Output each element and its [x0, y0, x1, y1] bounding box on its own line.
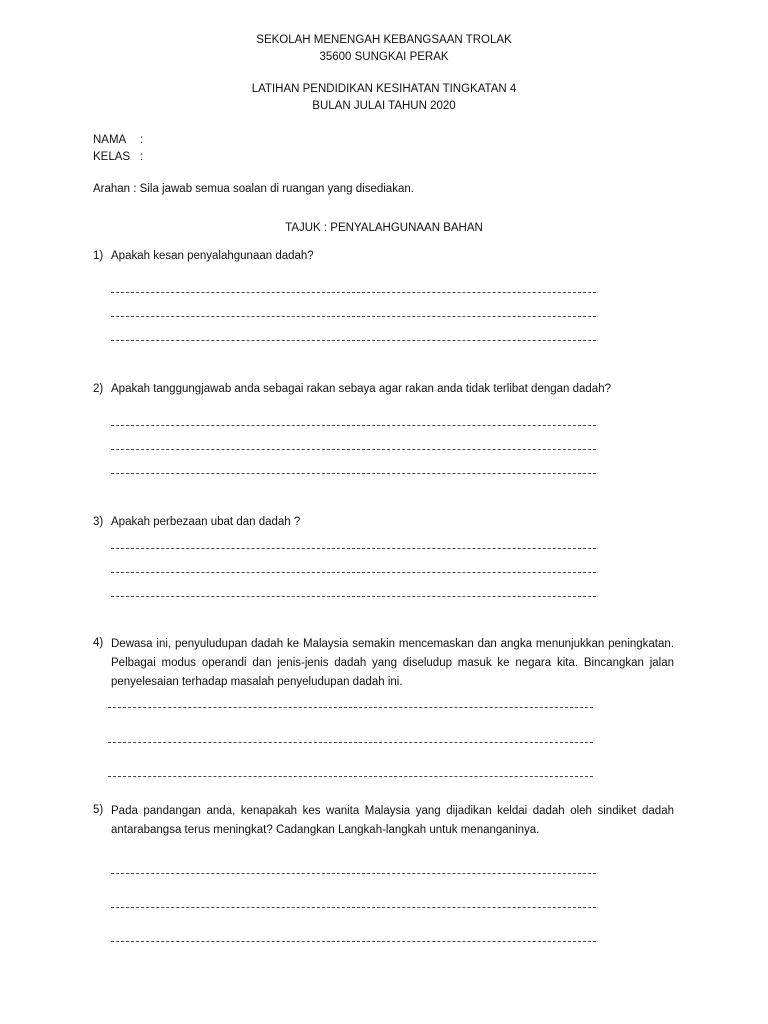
- class-label: KELAS: [93, 151, 131, 163]
- answer-line[interactable]: [111, 572, 596, 573]
- school-address: 35600 SUNGKAI PERAK: [319, 51, 449, 63]
- answer-line[interactable]: [111, 292, 596, 293]
- answer-line[interactable]: [111, 907, 596, 908]
- answer-line[interactable]: [111, 548, 596, 549]
- answer-line[interactable]: [111, 449, 596, 450]
- question-text: Pada pandangan anda, kenapakah kes wanita Malaysia yang dijadikan keldai dadah oleh sindiket dadah antarabangsa terus meningkat? Cadangkan Langkah-langkah untuk menanganinya.: [111, 805, 674, 836]
- answer-line[interactable]: [111, 941, 596, 942]
- name-label: NAMA: [93, 134, 127, 146]
- answer-line[interactable]: [108, 776, 593, 777]
- exercise-period: BULAN JULAI TAHUN 2020: [312, 100, 456, 112]
- exercise-title: LATIHAN PENDIDIKAN KESIHATAN TINGKATAN 4: [251, 83, 517, 95]
- question-number: 5): [93, 804, 104, 816]
- question-text: Apakah perbezaan ubat dan dadah ?: [111, 516, 301, 528]
- class-separator: :: [140, 151, 144, 163]
- answer-line[interactable]: [108, 707, 593, 708]
- question-number: 2): [93, 383, 104, 395]
- name-separator: :: [140, 134, 144, 146]
- school-name: SEKOLAH MENENGAH KEBANGSAAN TROLAK: [256, 34, 512, 46]
- instruction-text: Arahan : Sila jawab semua soalan di ruangan yang disediakan.: [93, 183, 414, 195]
- answer-line[interactable]: [111, 873, 596, 874]
- question-text: Apakah tanggungjawab anda sebagai rakan sebaya agar rakan anda tidak terlibat dengan dadah?: [111, 383, 611, 395]
- answer-line[interactable]: [111, 473, 596, 474]
- answer-line[interactable]: [108, 742, 593, 743]
- question-number: 4): [93, 637, 104, 649]
- question-number: 3): [93, 516, 104, 528]
- question-text: Apakah kesan penyalahgunaan dadah?: [111, 250, 314, 262]
- answer-line[interactable]: [111, 425, 596, 426]
- answer-line[interactable]: [111, 596, 596, 597]
- topic-title: TAJUK : PENYALAHGUNAAN BAHAN: [285, 222, 483, 234]
- answer-line[interactable]: [111, 340, 596, 341]
- question-text: Dewasa ini, penyuludupan dadah ke Malaysia semakin mencemaskan dan angka menunjukkan peningkatan. Pelbagai modus operandi dan jenis-jenis dadah yang diseludup masuk ke negara kita. Bincangkan jalan penyelesaian terhadap masalah penyeludupan dadah ini.: [111, 638, 674, 688]
- answer-line[interactable]: [111, 316, 596, 317]
- question-number: 1): [93, 250, 104, 262]
